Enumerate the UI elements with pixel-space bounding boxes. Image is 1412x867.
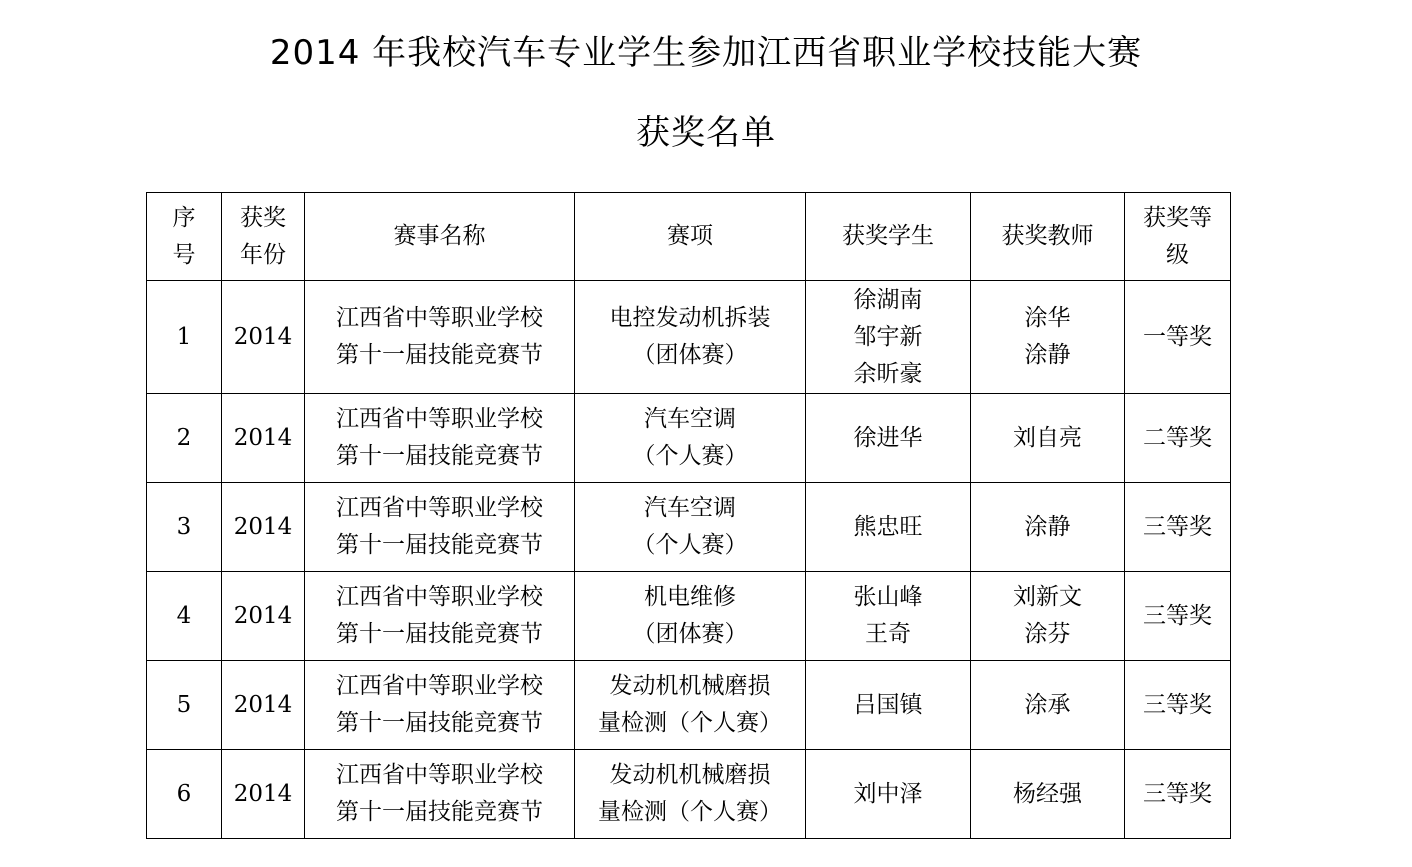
cell-award: 三等奖 [1125, 483, 1231, 572]
cell-award: 三等奖 [1125, 572, 1231, 661]
cell-teachers: 刘新文 涂芬 [971, 572, 1125, 661]
table-row [147, 483, 1231, 572]
table-header-row [147, 193, 1231, 281]
table-row [147, 572, 1231, 661]
document-title: 2014 年我校汽车专业学生参加江西省职业学校技能大赛 [269, 33, 1143, 73]
cell-event: 江西省中等职业学校 第十一届技能竞赛节 [305, 661, 575, 750]
cell-students: 刘中泽 [806, 750, 971, 839]
cell-students: 张山峰 王奇 [806, 572, 971, 661]
cell-index: 4 [147, 572, 222, 661]
header-item: 赛项 [575, 193, 806, 281]
cell-item: 发动机机械磨损 量检测（个人赛） [575, 750, 806, 839]
cell-students: 熊忠旺 [806, 483, 971, 572]
table-row [147, 394, 1231, 483]
cell-teachers: 涂承 [971, 661, 1125, 750]
cell-year: 2014 [222, 661, 305, 750]
cell-teachers: 刘自亮 [971, 394, 1125, 483]
cell-year: 2014 [222, 483, 305, 572]
cell-award: 一等奖 [1125, 281, 1231, 394]
cell-event: 江西省中等职业学校 第十一届技能竞赛节 [305, 281, 575, 394]
cell-students: 徐湖南 邹宇新 余昕豪 [806, 281, 971, 394]
cell-teachers: 涂华 涂静 [971, 281, 1125, 394]
cell-award: 三等奖 [1125, 661, 1231, 750]
cell-item: 机电维修 （团体赛） [575, 572, 806, 661]
cell-event: 江西省中等职业学校 第十一届技能竞赛节 [305, 394, 575, 483]
header-index: 序 号 [147, 193, 222, 281]
header-teachers: 获奖教师 [971, 193, 1125, 281]
cell-event: 江西省中等职业学校 第十一届技能竞赛节 [305, 750, 575, 839]
cell-item: 汽车空调 （个人赛） [575, 394, 806, 483]
cell-index: 1 [147, 281, 222, 394]
table-row [147, 281, 1231, 394]
table-row [147, 750, 1231, 839]
cell-students: 吕国镇 [806, 661, 971, 750]
header-year: 获奖 年份 [222, 193, 305, 281]
header-event: 赛事名称 [305, 193, 575, 281]
cell-award: 二等奖 [1125, 394, 1231, 483]
header-award: 获奖等 级 [1125, 193, 1231, 281]
cell-students: 徐进华 [806, 394, 971, 483]
cell-item: 电控发动机拆装 （团体赛） [575, 281, 806, 394]
cell-item: 汽车空调 （个人赛） [575, 483, 806, 572]
cell-event: 江西省中等职业学校 第十一届技能竞赛节 [305, 483, 575, 572]
cell-index: 6 [147, 750, 222, 839]
header-students: 获奖学生 [806, 193, 971, 281]
cell-index: 3 [147, 483, 222, 572]
cell-item: 发动机机械磨损 量检测（个人赛） [575, 661, 806, 750]
document-subtitle: 获奖名单 [636, 113, 776, 153]
cell-event: 江西省中等职业学校 第十一届技能竞赛节 [305, 572, 575, 661]
awards-table [146, 192, 1231, 839]
cell-index: 5 [147, 661, 222, 750]
cell-year: 2014 [222, 572, 305, 661]
cell-teachers: 涂静 [971, 483, 1125, 572]
cell-year: 2014 [222, 394, 305, 483]
cell-teachers: 杨经强 [971, 750, 1125, 839]
cell-year: 2014 [222, 281, 305, 394]
table-row [147, 661, 1231, 750]
cell-index: 2 [147, 394, 222, 483]
cell-year: 2014 [222, 750, 305, 839]
cell-award: 三等奖 [1125, 750, 1231, 839]
